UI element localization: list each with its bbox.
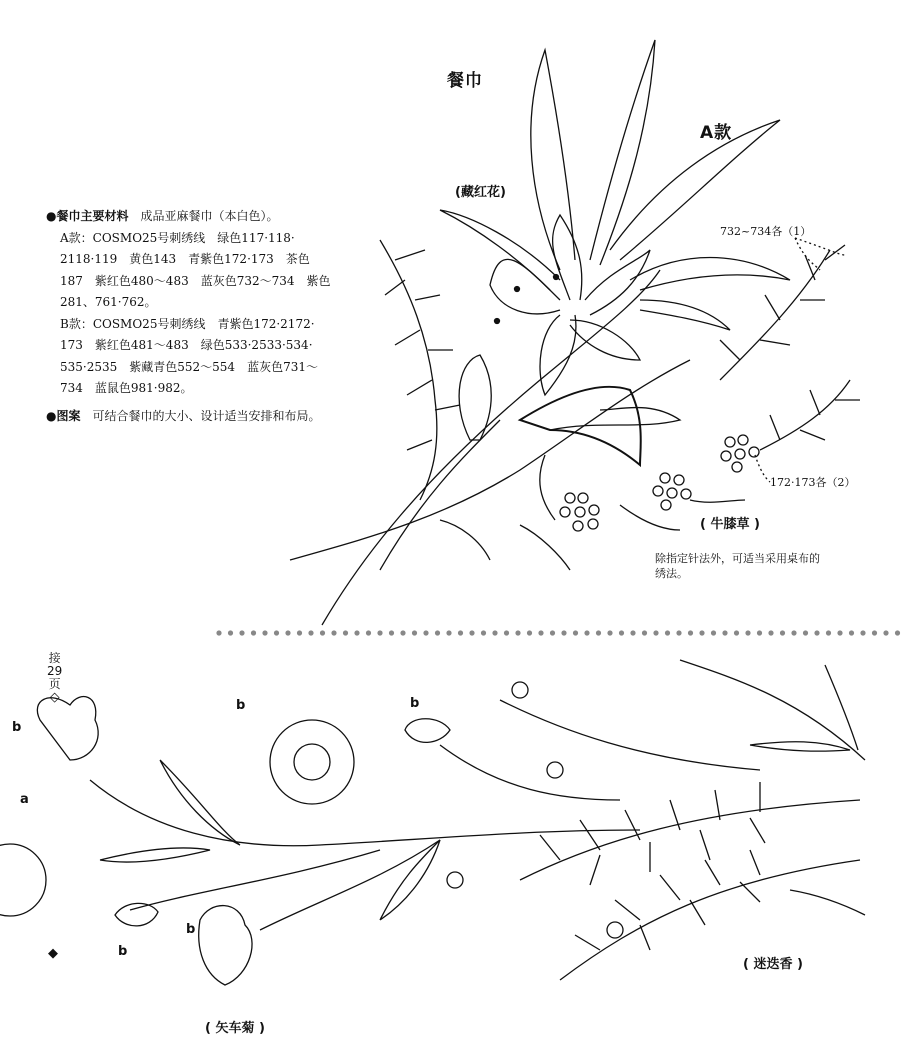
divider-dot	[297, 630, 302, 635]
divider-dot	[538, 630, 543, 635]
divider-dot	[262, 630, 267, 635]
materials-b-line: 734 蓝鼠色981·982。	[60, 381, 193, 395]
right-fern-stem	[760, 380, 850, 450]
lavender-stem	[680, 660, 865, 760]
bullet: ●	[46, 209, 57, 223]
pattern-text: 可结合餐巾的大小、设计适当安排和布局。	[92, 408, 321, 423]
divider-dot	[216, 630, 221, 635]
small-blossom	[512, 682, 528, 698]
divider-dot	[550, 630, 555, 635]
materials-b-line: 535·2535 紫藏青色552～554 蓝灰色731～	[60, 359, 318, 374]
divider-dot	[642, 630, 647, 635]
divider-dot	[768, 630, 773, 635]
letter-b: b	[410, 696, 420, 711]
divider-dot	[837, 630, 842, 635]
divider-dot	[895, 630, 900, 635]
divider-dot	[676, 630, 681, 635]
materials-a-line: 2118·119 黄色143 青紫色172·173 茶色	[60, 252, 310, 266]
divider-dot	[826, 630, 831, 635]
continue-page: 29	[47, 664, 63, 678]
divider-dot	[228, 630, 233, 635]
divider-dot	[377, 630, 382, 635]
berry	[560, 507, 570, 517]
bullet: ●	[46, 408, 57, 423]
stitch-note	[655, 551, 820, 581]
divider-dot	[872, 630, 877, 635]
materials-block	[46, 206, 366, 427]
variant-a-label: A款	[700, 123, 733, 143]
border-leaf	[160, 760, 240, 845]
divider-dot	[481, 630, 486, 635]
rosemary-stem	[560, 860, 860, 980]
lavender-stem	[790, 890, 865, 915]
divider-dot	[711, 630, 716, 635]
divider-dot	[665, 630, 670, 635]
crocus-leaf	[630, 258, 790, 291]
cornflower-label: ( 矢车菊 )	[205, 1021, 265, 1036]
letter-b: b	[118, 944, 128, 959]
letter-b: b	[12, 720, 22, 735]
crocus-petal	[553, 215, 582, 300]
berry	[749, 447, 759, 457]
divider-dot	[308, 630, 313, 635]
continue-marker	[47, 652, 62, 704]
continue-char: 接	[48, 651, 61, 665]
crocus-leaf	[440, 210, 560, 290]
materials-a-line: 187 紫红色480～483 蓝灰色732～734 紫色	[60, 273, 331, 288]
divider-dot	[492, 630, 497, 635]
tulip-petal	[550, 408, 680, 431]
berry	[732, 462, 742, 472]
cornflower-bud	[115, 903, 158, 926]
divider-dot	[527, 630, 532, 635]
berry	[674, 475, 684, 485]
divider-dot	[722, 630, 727, 635]
crocus-leaf	[590, 40, 655, 265]
divider-dot	[573, 630, 578, 635]
divider-dot	[699, 630, 704, 635]
divider-dot	[366, 630, 371, 635]
fern-leaf	[720, 245, 845, 360]
divider-dot	[860, 630, 865, 635]
pattern-heading: 图案	[56, 408, 81, 423]
berry	[735, 449, 745, 459]
divider-dot	[435, 630, 440, 635]
small-blossom	[607, 922, 623, 938]
berry	[578, 493, 588, 503]
border-stem	[90, 780, 640, 846]
divider-dot	[619, 630, 624, 635]
border-stem	[440, 745, 620, 800]
berry	[721, 451, 731, 461]
crocus-petal	[490, 259, 560, 314]
materials-b-line: B款：COSMO25号刺绣线 青紫色172·2172·	[60, 316, 315, 331]
materials-a-line: A款：COSMO25号刺绣线 绿色117·118·	[60, 230, 295, 245]
letter-a: a	[20, 792, 29, 807]
divider-dot	[446, 630, 451, 635]
berry	[575, 507, 585, 517]
right-fern-stem	[720, 250, 830, 380]
left-fern-stem	[380, 240, 437, 500]
page-title: 餐巾	[447, 71, 483, 91]
cornflower-center	[0, 844, 46, 916]
dotted-divider	[216, 630, 900, 635]
rosemary-stem	[520, 800, 860, 880]
divider-dot	[400, 630, 405, 635]
divider-dot	[331, 630, 336, 635]
divider-dot	[320, 630, 325, 635]
rosemary-leaf	[575, 850, 760, 950]
berry	[588, 519, 598, 529]
divider-dot	[239, 630, 244, 635]
divider-dot	[469, 630, 474, 635]
thread-label-732: 732~734各（1）	[720, 225, 812, 238]
divider-dot	[343, 630, 348, 635]
divider-dot	[412, 630, 417, 635]
berry	[565, 493, 575, 503]
small-blossom	[547, 762, 563, 778]
bouquet-stem	[322, 270, 660, 625]
cornflower-petals	[37, 697, 98, 760]
divider-dot	[734, 630, 739, 635]
stitch-note-line: 绣法。	[655, 567, 688, 580]
divider-dot	[251, 630, 256, 635]
small-blossom	[447, 872, 463, 888]
divider-dot	[515, 630, 520, 635]
diamond-filled-icon: ◆	[48, 946, 58, 961]
divider-dot	[653, 630, 658, 635]
divider-dot	[607, 630, 612, 635]
diamond-outline-icon: ◇	[49, 690, 60, 705]
materials-heading: 餐巾主要材料	[56, 209, 129, 223]
thread-label-172: 172·173各（2）	[770, 476, 856, 489]
cornflower-center	[270, 720, 354, 804]
dotted-leader	[755, 455, 770, 482]
berry	[667, 488, 677, 498]
divider-dot	[849, 630, 854, 635]
fern-leaf	[770, 390, 860, 440]
crocus-anther	[515, 287, 520, 292]
crocus-leaf	[610, 120, 780, 260]
divider-dot	[596, 630, 601, 635]
crocus-anther	[495, 319, 500, 324]
border-leaf	[100, 848, 210, 862]
divider-dot	[630, 630, 635, 635]
divider-dot	[285, 630, 290, 635]
berry	[573, 521, 583, 531]
crocus-petal	[540, 315, 576, 395]
divider-dot	[745, 630, 750, 635]
letter-b: b	[186, 922, 196, 937]
rosemary-label: ( 迷迭香 )	[743, 957, 803, 972]
fern-leaf	[385, 250, 460, 450]
continue-char: 页	[48, 677, 61, 691]
rosemary-stem	[500, 700, 760, 770]
border-stem	[260, 840, 440, 930]
stitch-note-line: 除指定针法外，可适当采用桌布的	[655, 552, 820, 565]
divider-dot	[504, 630, 509, 635]
divider-dot	[354, 630, 359, 635]
lavender-leaf	[750, 742, 850, 751]
lavender-leaf	[825, 665, 858, 750]
berry	[681, 489, 691, 499]
berry	[738, 435, 748, 445]
berry	[725, 437, 735, 447]
materials-b-line: 173 紫红色481～483 绿色533·2533·534·	[60, 338, 313, 352]
berry	[589, 505, 599, 515]
divider-dot	[757, 630, 762, 635]
divider-dot	[561, 630, 566, 635]
divider-dot	[791, 630, 796, 635]
crocus-petal	[585, 250, 650, 315]
achyranthes-label: ( 牛膝草 )	[700, 517, 760, 532]
berry	[660, 473, 670, 483]
divider-dot	[688, 630, 693, 635]
divider-dot	[274, 630, 279, 635]
divider-dot	[780, 630, 785, 635]
divider-dot	[458, 630, 463, 635]
divider-dot	[803, 630, 808, 635]
cornflower-bud	[405, 719, 450, 743]
cornflower-petals	[199, 906, 252, 985]
divider-dot	[883, 630, 888, 635]
divider-dot	[584, 630, 589, 635]
berry	[653, 486, 663, 496]
berry	[661, 500, 671, 510]
materials-heading-text: 成品亚麻餐巾（本白色）。	[140, 209, 279, 223]
materials-a-line: 281、761·762。	[60, 295, 157, 309]
crocus-label: (藏红花)	[455, 185, 506, 200]
border-leaf	[380, 840, 440, 920]
divider-dot	[389, 630, 394, 635]
divider-dot	[423, 630, 428, 635]
crocus-leaf	[640, 300, 730, 330]
letter-b: b	[236, 698, 246, 713]
divider-dot	[814, 630, 819, 635]
cornflower-center	[294, 744, 330, 780]
crocus-anther	[554, 275, 559, 280]
